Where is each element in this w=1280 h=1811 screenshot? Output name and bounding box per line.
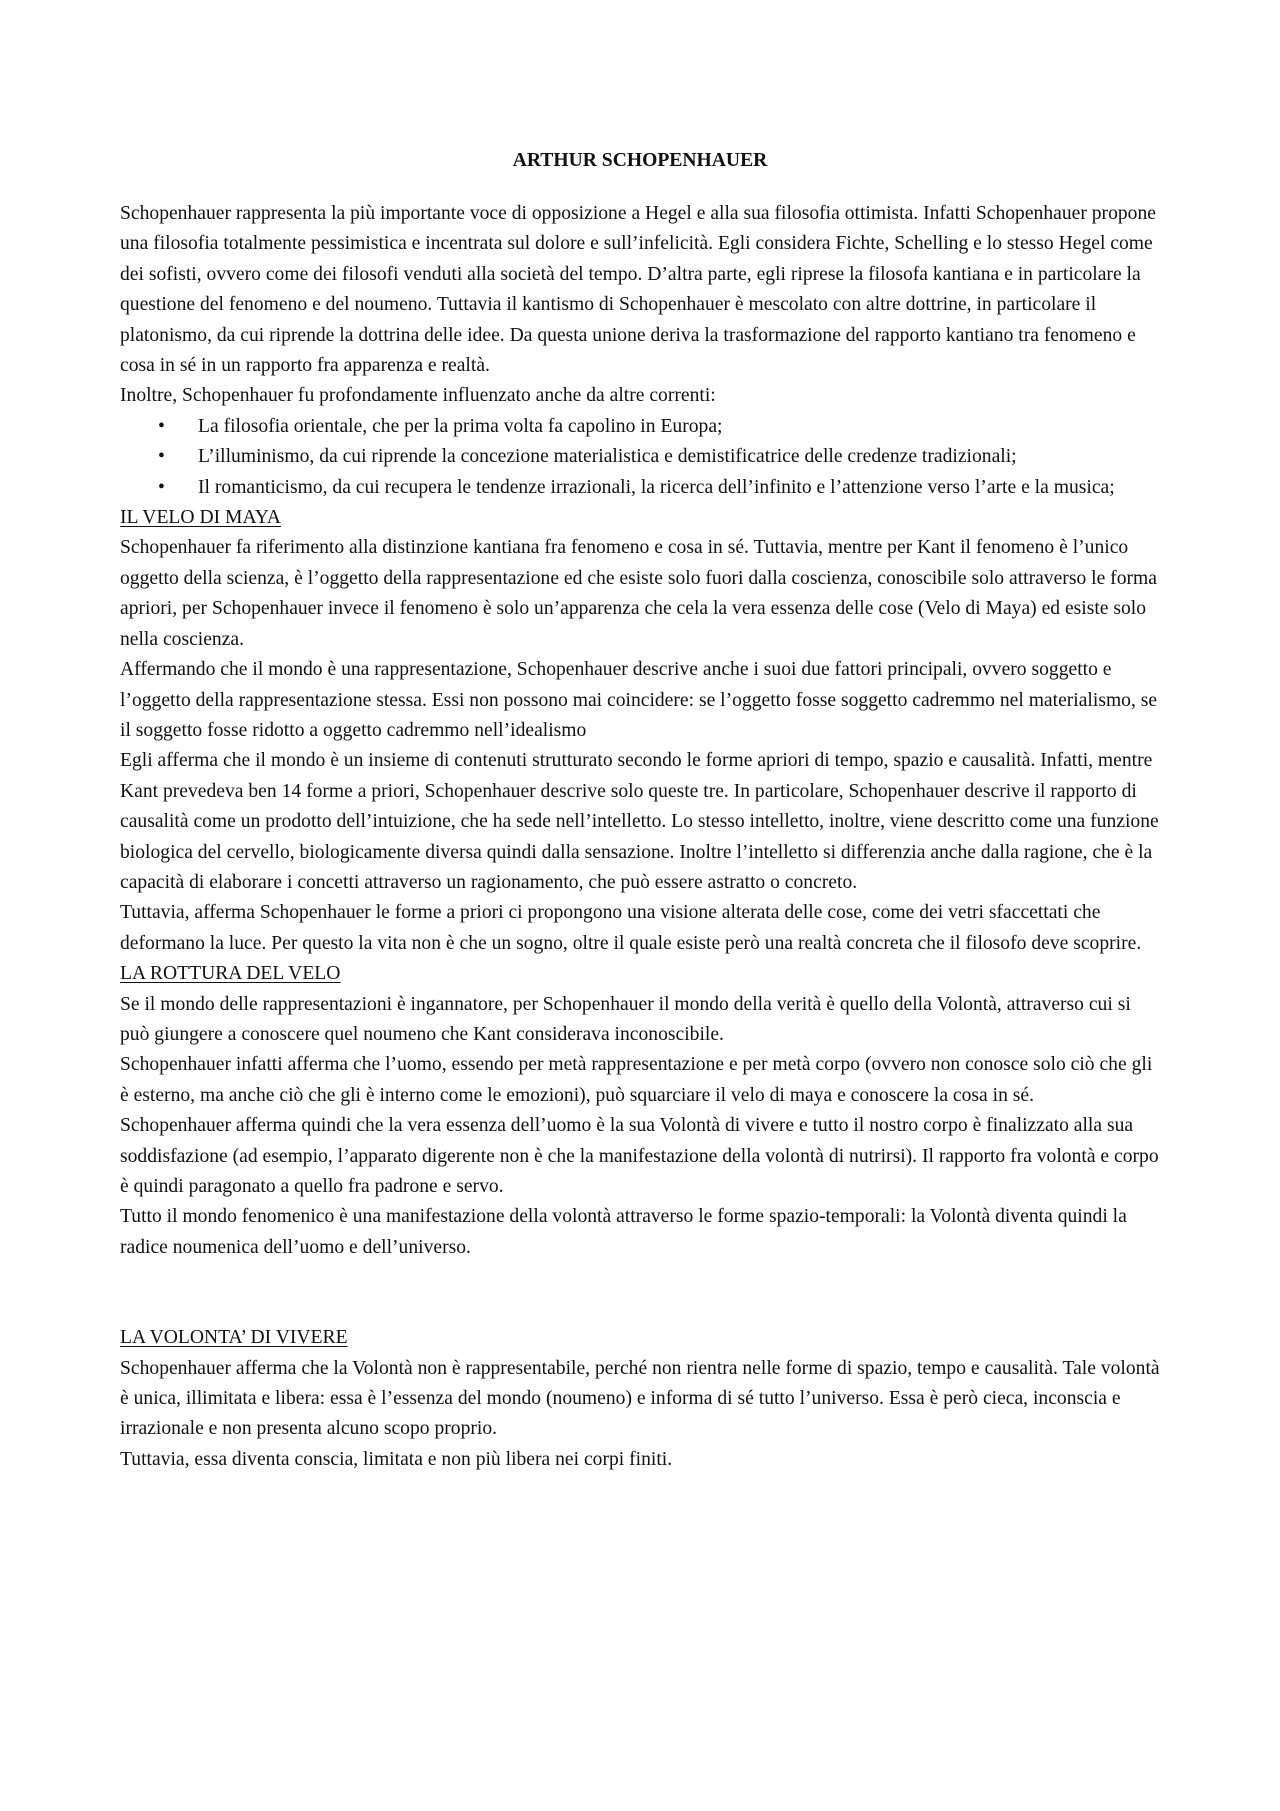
intro-lead: Inoltre, Schopenhauer fu profondamente influenzato anche da altre correnti: <box>120 385 716 407</box>
list-item <box>120 473 1130 503</box>
section-spacer <box>120 1263 1160 1323</box>
paragraph: Affermando che il mondo è una rappresentazione, Schopenhauer descrive anche i suoi due fattori principali, ovvero soggetto e l’oggetto della rappresentazione stessa. Essi non possono mai coincidere: se l’oggetto fosse soggetto cadremmo nel materialismo, se il soggetto fosse ridotto a oggetto cadremmo nell’idealismo <box>120 659 1158 741</box>
section-heading-velo-di-maya: IL VELO DI MAYA <box>120 507 281 529</box>
paragraph: Schopenhauer afferma che la Volontà non è rappresentabile, perché non rientra nelle forme di spazio, tempo e causalità. Tale volontà è unica, illimitata e libera: essa è l’essenza del mondo (noumeno) e informa di sé tutto l’universo. Essa è però cieca, inconscia e irrazionale e non presenta alcuno scopo proprio. <box>120 1357 1160 1440</box>
list-item-text: La filosofia orientale, che per la prima volta fa capolino in Europa; <box>198 415 723 437</box>
paragraph: Schopenhauer afferma quindi che la vera essenza dell’uomo è la sua Volontà di vivere e tutto il nostro corpo è finalizzato alla sua soddisfazione (ad esempio, l’apparato digerente non è che la manifestazione della volontà di nutrirsi). Il rapporto fra volontà e corpo è quindi paragonato a quello fra padrone e servo. <box>120 1115 1159 1197</box>
paragraph: Tutto il mondo fenomenico è una manifestazione della volontà attraverso le forme spazio-temporali: la Volontà diventa quindi la radice noumenica dell’uomo e dell’universo. <box>120 1206 1127 1258</box>
paragraph: Schopenhauer infatti afferma che l’uomo, essendo per metà rappresentazione e per metà corpo (ovvero non conosce solo ciò che gli è esterno, ma anche ciò che gli è interno come le emozioni), può squarciare il velo di maya e conoscere la cosa in sé. <box>120 1054 1153 1106</box>
intro-paragraph: Schopenhauer rappresenta la più importante voce di opposizione a Hegel e alla sua filosofia ottimista. Infatti Schopenhauer propone una filosofia totalmente pessimistica e incentrata sul dolore e sull’infelicità. Egli considera Fichte, Schelling e lo stesso Hegel come dei sofisti, ovvero come dei filosofi venduti alla società del tempo. D’altra parte, egli riprese la filosofa kantiana e in particolare la questione del fenomeno e del noumeno. Tuttavia il kantismo di Schopenhauer è mescolato con altre dottrine, in particolare il platonismo, da cui riprende la dottrina delle idee. Da questa unione deriva la trasformazione del rapporto kantiano tra fenomeno e cosa in sé in un rapporto fra apparenza e realtà. <box>120 203 1156 377</box>
list-item <box>120 412 1130 442</box>
bullet-icon: • <box>158 415 165 437</box>
paragraph: Tuttavia, afferma Schopenhauer le forme a priori ci propongono una visione alterata delle cose, come dei vetri sfaccettati che deformano la luce. Per questo la vita non è che un sogno, oltre il quale esiste però una realtà concreta che il filosofo deve scoprire. <box>120 902 1142 954</box>
paragraph: Egli afferma che il mondo è un insieme di contenuti strutturato secondo le forme apriori di tempo, spazio e causalità. Infatti, mentre Kant prevedeva ben 14 forme a priori, Schopenhauer descrive solo queste tre. In particolare, Schopenhauer descrive il rapporto di causalità come un prodotto dell’intuizione, che ha sede nell’intelletto. Lo stesso intelletto, inoltre, viene descritto come una funzione biologica del cervello, biologicamente diversa quindi dalla sensazione. Inoltre l’intelletto si differenzia anche dalla ragione, che è la capacità di elaborare i concetti attraverso un ragionamento, che può essere astratto o concreto. <box>120 750 1159 893</box>
document-title: ARTHUR SCHOPENHAUER <box>512 150 768 171</box>
bullet-icon: • <box>158 476 165 498</box>
list-item-text: Il romanticismo, da cui recupera le tendenze irrazionali, la ricerca dell’infinito e l’attenzione verso l’arte e la musica; <box>198 476 1115 498</box>
paragraph: Schopenhauer fa riferimento alla distinzione kantiana fra fenomeno e cosa in sé. Tuttavia, mentre per Kant il fenomeno è l’unico oggetto della scienza, è l’oggetto della rappresentazione ed che esiste solo fuori dalla coscienza, conoscibile solo attraverso le forma apriori, per Schopenhauer invece il fenomeno è solo un’apparenza che cela la vera essenza delle cose (Velo di Maya) ed esiste solo nella coscienza. <box>120 537 1157 650</box>
section-heading-rottura-del-velo: LA ROTTURA DEL VELO <box>120 963 341 985</box>
list-item <box>120 442 1130 472</box>
influences-list <box>120 412 1160 503</box>
document-page <box>120 146 1160 1475</box>
bullet-icon: • <box>158 446 165 468</box>
list-item-text: L’illuminismo, da cui riprende la concezione materialistica e demistificatrice delle credenze tradizionali; <box>198 446 1017 468</box>
paragraph: Tuttavia, essa diventa conscia, limitata e non più libera nei corpi finiti. <box>120 1448 673 1470</box>
section-heading-volonta-di-vivere: LA VOLONTA’ DI VIVERE <box>120 1327 348 1349</box>
paragraph: Se il mondo delle rappresentazioni è ingannatore, per Schopenhauer il mondo della verità è quello della Volontà, attraverso cui si può giungere a conoscere quel noumeno che Kant considerava inconoscibile. <box>120 993 1131 1045</box>
